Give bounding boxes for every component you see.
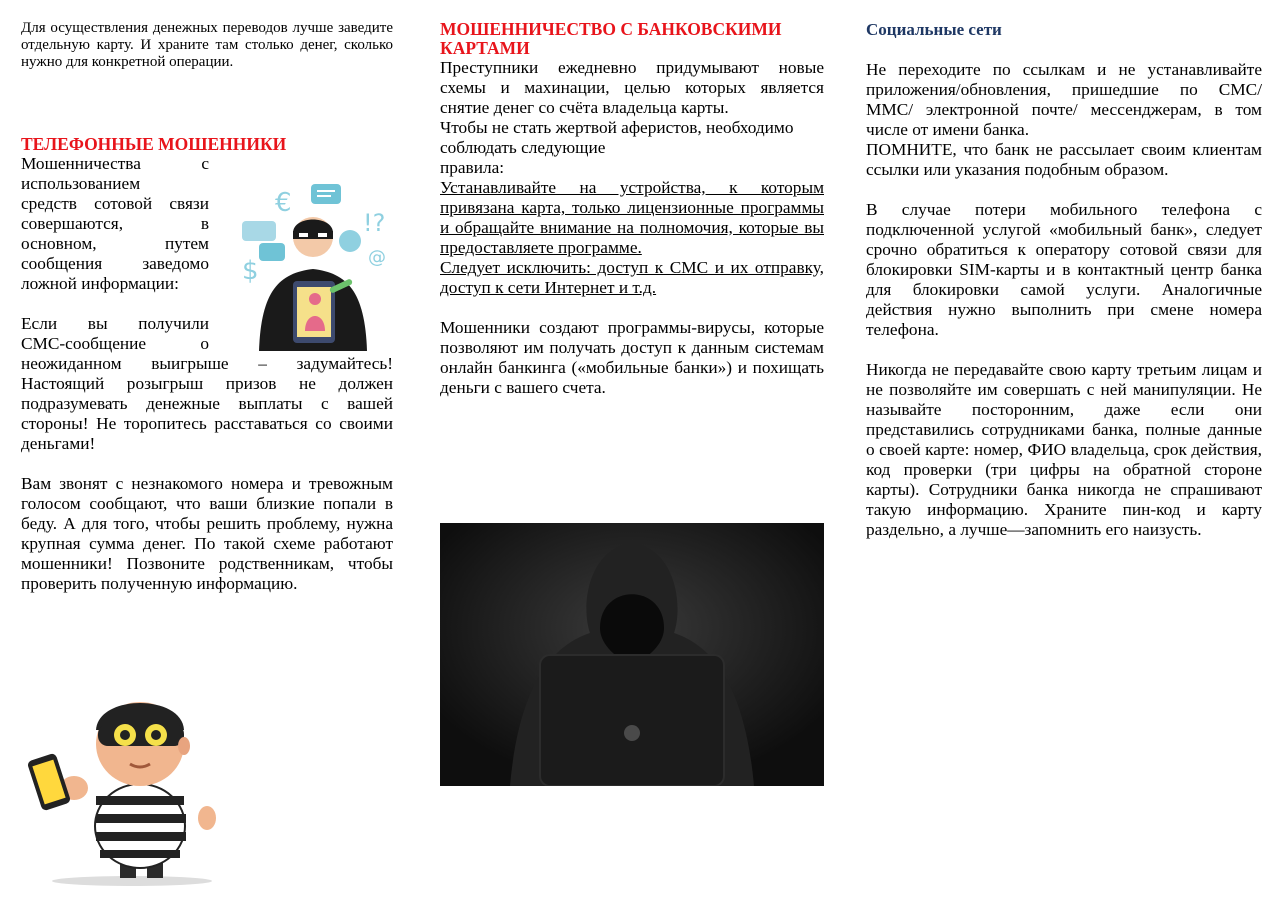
lost-phone-text: В случае потери мобильного телефона с подключенной услугой «мобильный банк», следует срочно обратиться к оператору сотовой связи для блокировки SIM-карты и в контактный центр банка для блокировки самой услуги. Аналогичные действия нужно выполнить при смене номера телефона. xyxy=(866,200,1262,339)
rules-intro-text-3: правила: xyxy=(440,158,505,177)
phone-fraud-wrapped-text xyxy=(21,154,209,354)
column-right xyxy=(866,0,1262,540)
svg-text:!?: !? xyxy=(363,209,386,237)
remember-text: ПОМНИТЕ, что банк не рассылает своим клиентам ссылки или указания подобным образом. xyxy=(866,140,1262,179)
phone-scam-illustration xyxy=(237,181,389,351)
heading-phone-fraud: ТЕЛЕФОННЫЕ МОШЕННИКИ xyxy=(21,134,287,154)
rule-exclude-access: Следует исключить: доступ к СМС и их отправку, доступ к сети Интернет и т.д. xyxy=(440,258,824,297)
criminals-text: Преступники ежедневно придумывают новые схемы и махинации, целью которых является снятие денег со счёта владельца карты. xyxy=(440,58,824,117)
column-middle xyxy=(440,0,824,398)
heading-card-fraud: МОШЕННИЧЕСТВО С БАНКОВСКИМИ КАРТАМИ xyxy=(440,19,782,58)
rules-intro-text-2: соблюдать следующие xyxy=(440,138,606,157)
wrap-line-1: использованием xyxy=(21,174,141,193)
wrap-line-6: ложной информации: xyxy=(21,274,179,293)
card-safety-text: Никогда не передавайте свою карту третьим лицам и не позволяйте им совершать с ней манипуляции. Не называйте посторонним, даже если они представились сотрудниками банка, полные данные о своей карте: номер, ФИО владельца, срок действия, код проверки (три цифры на обратной стороне карты). Сотрудники банка никогда не спрашивают такую информацию. Храните пин-код и карту раздельно, а лучше—запомнить его наизусть. xyxy=(866,360,1262,539)
robber-illustration xyxy=(22,686,222,886)
svg-text:$: $ xyxy=(242,256,259,286)
intro-text: Для осуществления денежных переводов лучше заведите отдельную карту. И храните там столько денег, сколько нужно для конкретной операции. xyxy=(21,20,393,70)
rules-intro-text: Чтобы не стать жертвой аферистов, необходимо xyxy=(440,118,794,137)
wrap-line-3: совершаются, в xyxy=(21,214,209,233)
sms-warning-text: неожиданном выигрыше – задумайтесь! Настоящий розыгрыш призов не должен подразумевать денежные выплаты с вашей стороны! Не торопитесь расставаться со своими деньгами! xyxy=(21,354,393,453)
svg-text:€: € xyxy=(275,188,292,218)
wrap-line-5: сообщения заведомо xyxy=(21,254,209,273)
wrap-line-0: Мошенничества с xyxy=(21,154,209,173)
wrap-line-2: средств сотовой связи xyxy=(21,194,209,213)
hacker-photo xyxy=(440,523,824,786)
links-warning-text: Не переходите по ссылкам и не устанавливайте приложения/обновления, пришедшие по СМС/ ММС/ электронной почте/ мессенджерам, в том числе от имени банка. xyxy=(866,60,1262,139)
sms-line-1: СМС-сообщение о xyxy=(21,334,209,353)
sms-line-0: Если вы получили xyxy=(21,314,209,333)
wrap-line-4: основном, путем xyxy=(21,234,209,253)
svg-text:@: @ xyxy=(368,247,386,268)
heading-social-networks: Социальные сети xyxy=(866,20,1002,39)
call-fraud-text: Вам звонят с незнакомого номера и тревожным голосом сообщают, что ваши близкие попали в беду. А для того, чтобы решить проблему, нужна крупная сумма денег. По такой схеме работают мошенники! Позвоните родственникам, чтобы проверить полученную информацию. xyxy=(21,474,393,593)
rule-install-licensed: Устанавливайте на устройства, к которым привязана карта, только лицензионные программы и обращайте внимание на полномочия, которые вы предоставляете программе. xyxy=(440,178,824,257)
virus-programs-text: Мошенники создают программы-вирусы, которые позволяют им получать доступ к данным системам онлайн банкинга («мобильные банки») и похищать деньги с вашего счета. xyxy=(440,318,824,397)
